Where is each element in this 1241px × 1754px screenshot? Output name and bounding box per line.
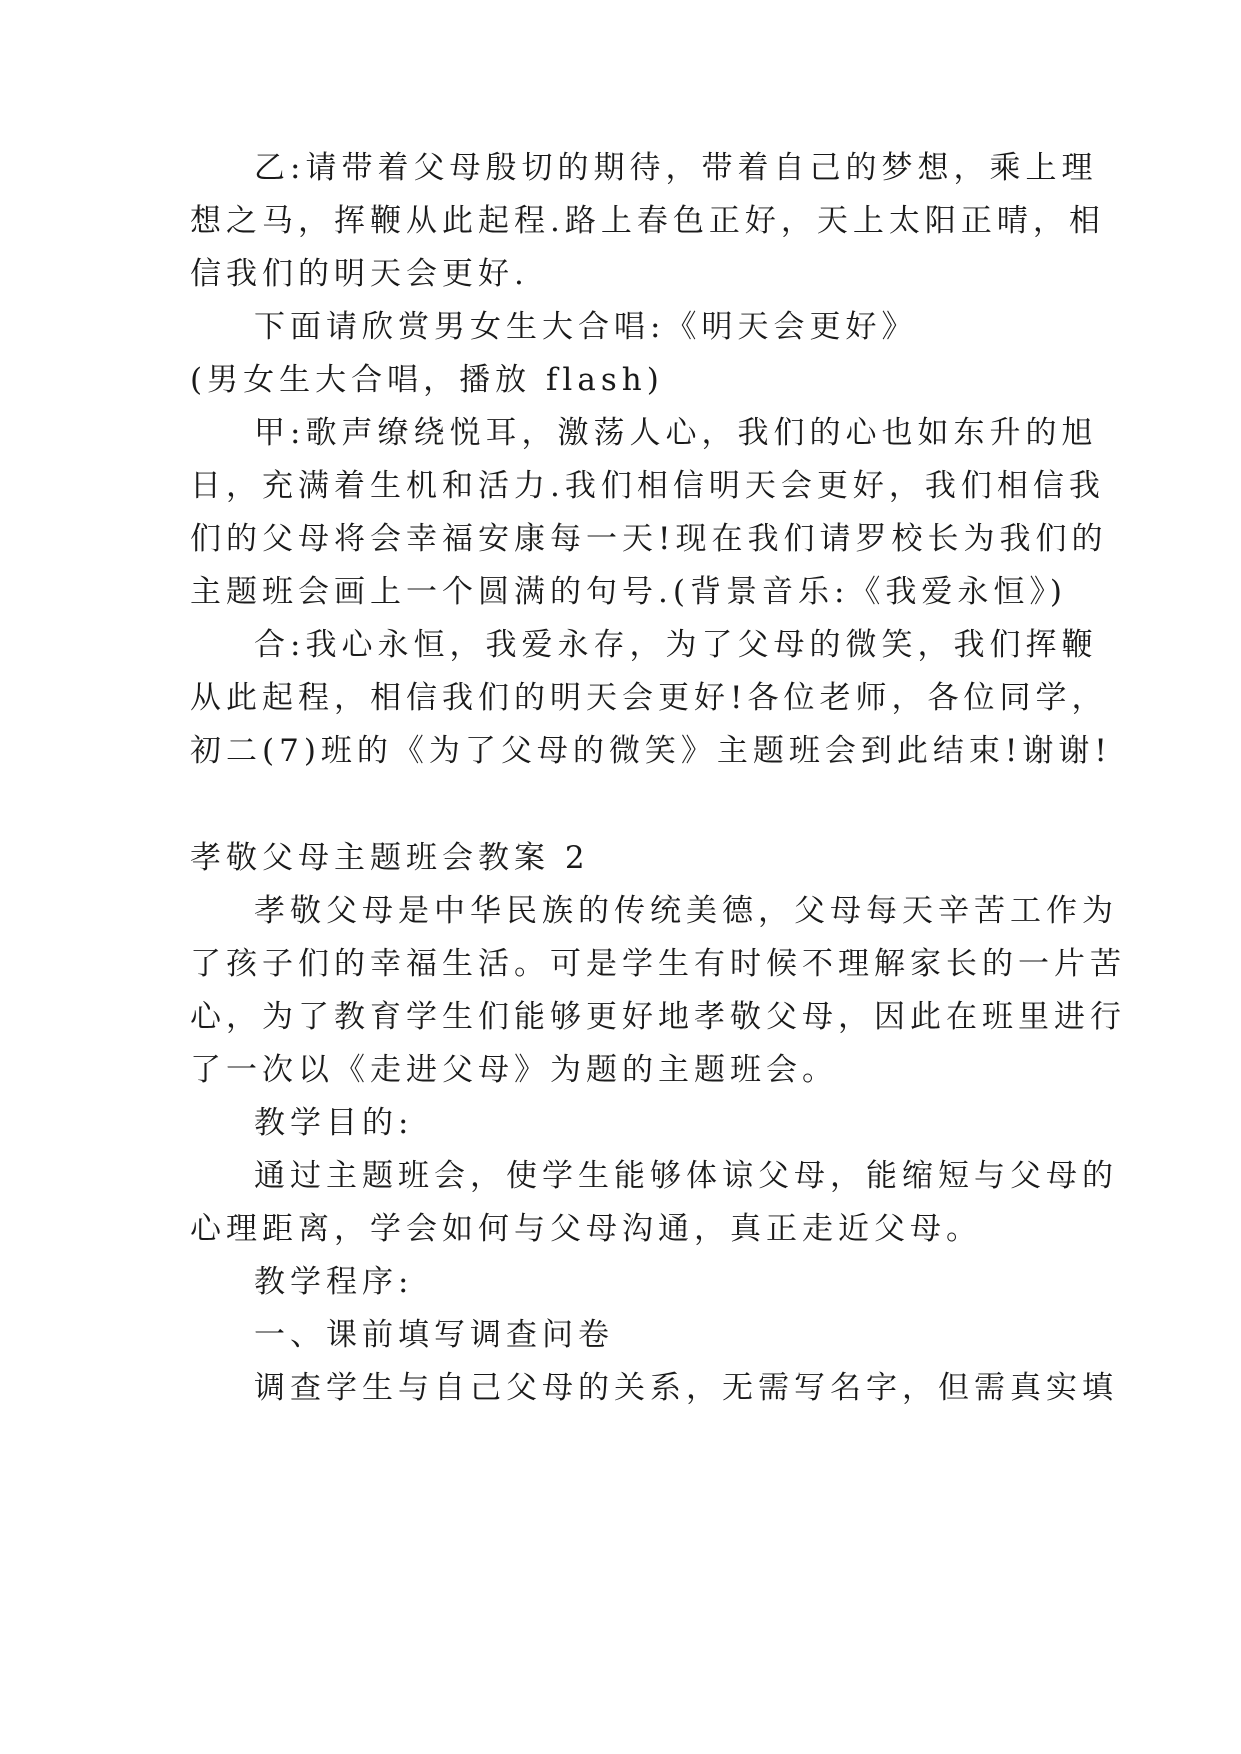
paragraph-song-intro: 下面请欣赏男女生大合唱:《明天会更好》 bbox=[254, 309, 918, 345]
paragraph-jia-line-1: 甲:歌声缭绕悦耳，激荡人心，我们的心也如东升的旭 bbox=[254, 415, 1098, 451]
paragraph-intro-line-4: 了一次以《走进父母》为题的主题班会。 bbox=[190, 1052, 838, 1088]
paragraph-yi-line-1: 乙:请带着父母殷切的期待，带着自己的梦想，乘上理 bbox=[254, 150, 1098, 186]
paragraph-stage-note: (男女生大合唱，播放 flash) bbox=[190, 362, 664, 398]
paragraph-jia-line-2: 日，充满着生机和活力.我们相信明天会更好，我们相信我 bbox=[190, 468, 1105, 504]
paragraph-jia-line-3: 们的父母将会幸福安康每一天!现在我们请罗校长为我们的 bbox=[190, 521, 1108, 557]
paragraph-he-line-3: 初二(7)班的《为了父母的微笑》主题班会到此结束!谢谢! bbox=[190, 733, 1112, 769]
paragraph-step1-line-1: 调查学生与自己父母的关系，无需写名字，但需真实填 bbox=[254, 1370, 1118, 1406]
paragraph-he-line-1: 合:我心永恒，我爱永存，为了父母的微笑，我们挥鞭 bbox=[254, 627, 1098, 663]
paragraph-yi-line-2: 想之马，挥鞭从此起程.路上春色正好，天上太阳正晴，相 bbox=[190, 203, 1105, 239]
paragraph-goal-line-2: 心理距离，学会如何与父母沟通，真正走近父母。 bbox=[190, 1211, 982, 1247]
paragraph-jia-line-4: 主题班会画上一个圆满的句号.(背景音乐:《我爱永恒》) bbox=[190, 574, 1067, 610]
step1-heading: 一、课前填写调查问卷 bbox=[254, 1317, 614, 1353]
paragraph-goal-line-1: 通过主题班会，使学生能够体谅父母，能缩短与父母的 bbox=[254, 1158, 1118, 1194]
paragraph-intro-line-3: 心，为了教育学生们能够更好地孝敬父母，因此在班里进行 bbox=[190, 999, 1126, 1035]
section-title: 孝敬父母主题班会教案 2 bbox=[190, 840, 590, 876]
procedure-heading: 教学程序: bbox=[254, 1264, 414, 1300]
paragraph-intro-line-2: 了孩子们的幸福生活。可是学生有时候不理解家长的一片苦 bbox=[190, 946, 1126, 982]
paragraph-intro-line-1: 孝敬父母是中华民族的传统美德，父母每天辛苦工作为 bbox=[254, 893, 1118, 929]
paragraph-he-line-2: 从此起程，相信我们的明天会更好!各位老师，各位同学， bbox=[190, 680, 1108, 716]
paragraph-yi-line-3: 信我们的明天会更好. bbox=[190, 256, 529, 292]
goal-heading: 教学目的: bbox=[254, 1105, 414, 1141]
